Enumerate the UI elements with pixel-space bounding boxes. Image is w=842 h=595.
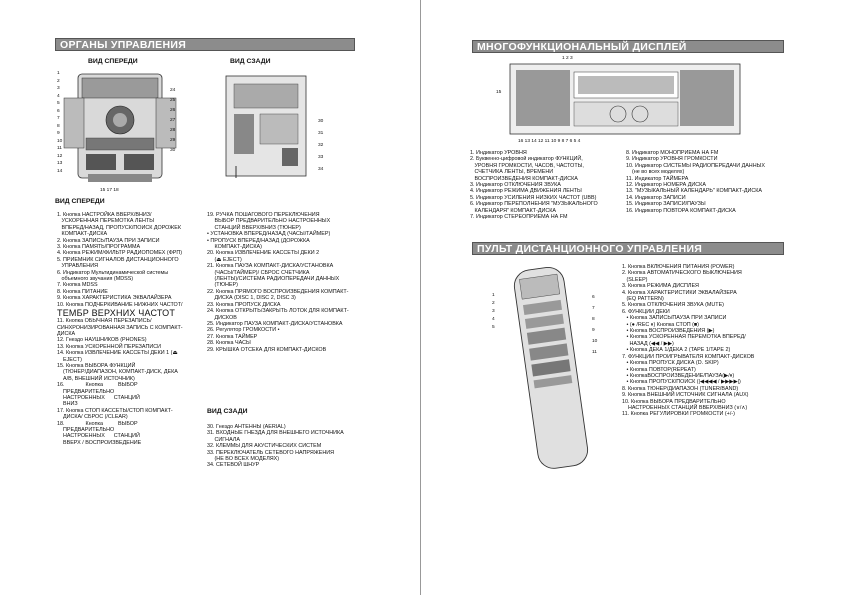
front-callouts-left: 1 2 3 4 5 6 7 8 9 10 11 12 13 14 (57, 71, 63, 174)
display-callout-side: 15 (496, 90, 502, 95)
display-callouts-top: 1 2 3 (562, 56, 573, 61)
right-page (422, 0, 842, 595)
display-callouts-bottom: 16 13 14 12 11 10 9 8 7 6 5 4 (518, 139, 581, 144)
front-callouts-right: 24 25 26 27 28 29 30 (170, 88, 176, 153)
display-illustration (508, 62, 744, 138)
front-list-part1: 1. Кнопка НАСТРОЙКА ВВЕРХ/ВНИЗ/ УСКОРЕННАЯ ПЕРЕМОТКА ЛЕНТЫ ВПЕРЕД/НАЗАД, ПРОПУСК/ПОИСК ДОРОЖЕК КОМПАКТ-ДИСКА 2. Кнопка ЗАПИСЬ/ПАУЗА ПРИ ЗАПИСИ 3. Кнопка ПАМЯТЬ/ПРОГРАММА 4. Кнопка РЕЖИМ/ФИЛЬТР РАДИОПОМЕХ (ФРП) 5. ПРИЕМНИК СИГНАЛОВ ДИСТАНЦИОННОГО УПРАВЛЕНИЯ 6. Индикатор Мультидинамической системы объемного звучания (MDSS) 7. Кнопка MDSS 8. Кнопка ПИТАНИЕ 9. Кнопка ХАРАКТЕРИСТИКА ЭКВАЛАЙЗЕРА 10. Кнопка ПОДЧЕРКИВАНИЕ НИЖНИХ ЧАСТОТ/ ТЕМБР ВЕРХНИХ ЧАСТОТ 11. Кнопка ОБЫЧНАЯ ПЕРЕЗАПИСЬ/ СИНХРОНИЗИРОВАННАЯ ЗАПИСЬ С КОМПАКТ- ДИСКА 12. Гнездо НАУШНИКОВ (PHONES) 13. Кнопка УСКОРЕННОЙ ПЕРЕЗАПИСИ 14. Кнопка ИЗВЛЕЧЕНИЕ КАССЕТЫ ДЕКИ 1 (⏏ EJECT) 15. Кнопка ВЫБОРА ФУНКЦИЙ (ТЮНЕР/ДИАПАЗОН, КОМПАКТ-ДИСК, ДЕКА А/В, ВНЕШНИЙ ИСТОЧНИК) 16. Кнопка ВЫБОР ПРЕДВАРИТЕЛЬНО НАСТРОЕННЫХ СТАНЦИЙ ВНИЗ 17. Кнопка СТОП КАССЕТЫ/СТОП КОМПАКТ- ДИСКА/ СБРОС (/CLEAR) 18. Кнопка ВЫБОР ПРЕДВАРИТЕЛЬНО НАСТРОЕННЫХ СТАНЦИЙ ВВЕРХ / ВОСПРОИЗВЕДЕНИЕ (57, 212, 207, 446)
rear-callouts: 30 31 32 33 34 (318, 119, 324, 172)
rear-heading: ВИД СЗАДИ (207, 408, 248, 415)
remote-illustration (500, 262, 600, 474)
treble-heading: ТЕМБР ВЕРХНИХ ЧАСТОТ (57, 308, 176, 319)
display-list-part1: 1. Индикатор УРОВНЯ 2. Буквенно-цифровой индикатор ФУНКЦИЙ, УРОВНЯ ГРОМКОСТИ, ЧАСОВ, ЧАСТОТЫ, СЧЕТЧИКА ЛЕНТЫ, ВРЕМЕНИ ВОСПРОИЗВЕДЕНИЯ КОМПАКТ-ДИСКА 3. Индикатор ОТКЛЮЧЕНИЯ ЗВУКА 4. Индикатор РЕЖИМА ДВИЖЕНИЯ ЛЕНТЫ 5. Индикатор УСИЛЕНИЯ НИЗКИХ ЧАСТОТ (UBB) 6. Индикатор ПЕРЕПОЛНЕНИЯ "МУЗЫКАЛЬНОГО КАЛЕНДАРЯ" КОМПАКТ-ДИСКА 7. Индикатор СТЕРЕОПРИЕМА НА FM (470, 150, 598, 221)
front-view-label: ВИД СПЕРЕДИ (88, 58, 138, 65)
front-callouts-bottom: 15 17 18 (100, 188, 119, 193)
rear-device-illustration (222, 72, 322, 182)
remote-callouts-right: 6 7 8 9 10 11 (592, 295, 598, 355)
front-device-illustration (58, 68, 186, 190)
rear-view-label: ВИД СЗАДИ (230, 58, 271, 65)
remote-list: 1. Кнопка ВКЛЮЧЕНИЯ ПИТАНИЯ (POWER) 2. Кнопка АВТОМАТИЧЕСКОГО ВЫКЛЮЧЕНИЯ (SLEEP) 3. Кнопка РЕЖИМА ДИСПЛЕЯ 4. Кнопка ХАРАКТЕРИСТИКИ ЭКВАЛАЙЗЕРА (EQ PATTERN) 5. Кнопка ОТКЛЮЧЕНИЯ ЗВУКА (MUTE) 6. ФУНКЦИИ ДЕКИ • Кнопка ЗАПИСЬ/ПАУЗА ПРИ ЗАПИСИ • (● /REC ⏸) Кнопка СТОП (■) • Кнопка ВОСПРОИЗВЕДЕНИЯ (▶) • Кнопка УСКОРЕННАЯ ПЕРЕМОТКА ВПЕРЕД/ НАЗАД (◀◀ / ▶▶) • Кнопка ДЕКА 1/ДЕКА 2 (TAPE 1/TAPE 2) 7. ФУНКЦИИ ПРОИГРЫВАТЕЛЯ КОМПАКТ-ДИСКОВ • Кнопка ПРОПУСК ДИСКА (D. SKIP) • Кнопка ПОВТОР(REPEAT) • КнопкаВОСПРОИЗВЕДЕНИЕ/ПАУЗА(▶/⏸) • Кнопка ПРОПУСК/ПОИСК (|◀◀◀◀ / ▶▶▶▶|) 8. Кнопка ТЮНЕР/ДИАПАЗОН (TUNER/BAND) 9. Кнопка ВНЕШНИЙ ИСТОЧНИК СИГНАЛА (AUX) 10. Кнопка ВЫБОРА ПРЕДВАРИТЕЛЬНО НАСТРОЕННЫХ СТАНЦИЙ ВВЕРХ/ВНИЗ (∨/∧) 11. Кнопка РЕГУЛИРОВКИ ГРОМКОСТИ (+/-) (622, 264, 755, 418)
remote-title: ПУЛЬТ ДИСТАНЦИОННОГО УПРАВЛЕНИЯ (472, 242, 784, 255)
controls-title: ОРГАНЫ УПРАВЛЕНИЯ (55, 38, 355, 51)
remote-callouts-left: 1 2 3 4 5 (492, 293, 495, 330)
front-list-part2: 19. РУЧКА ПОШАГОВОГО ПЕРЕКЛЮЧЕНИЯ ВЫБОР ПРЕДВАРИТЕЛЬНО НАСТРОЕННЫХ СТАНЦИЙ ВВЕРХ/ВНИЗ (ТЮНЕР) • УСТАНОВКА ВПЕРЕД/НАЗАД (ЧАСЫ/ТАЙМЕР) • ПРОПУСК ВПЕРЕД/НАЗАД (ДОРОЖКА КОМПАКТ-ДИСКА) 20. Кнопка ИЗВЛЕЧЕНИЕ КАССЕТЫ ДЕКИ 2 (⏏ EJECT) 21. Кнопка ПАУЗА КОМПАКТ-ДИСКА/УСТАНОВКА (ЧАСЫ/ТАЙМЕР)/ СБРОС СЧЕТЧИКА (ЛЕНТЫ)/СИСТЕМА РАДИОПЕРЕДАЧИ ДАННЫХ (ТЮНЕР) 22. Кнопка ПРЯМОГО ВОСПРОИЗВЕДЕНИЯ КОМПАКТ- ДИСКА (DISC 1, DISC 2, DISC 3) 23. Кнопка ПРОПУСК ДИСКА 24. Кнопка ОТКРЫТЬ/ЗАКРЫТЬ ЛОТОК ДЛЯ КОМПАКТ- ДИСКОВ 25. Индикатор ПАУЗА КОМПАКТ-ДИСКА/УСТАНОВКА 26. Регулятор ГРОМКОСТИ • 27. Кнопка ТАЙМЕР 28. Кнопка ЧАСЫ 29. КРЫШКА ОТСЕКА ДЛЯ КОМПАКТ-ДИСКОВ (207, 212, 349, 353)
rear-list: 30. Гнездо АНТЕННЫ (AERIAL) 31. ВХОДНЫЕ ГНЕЗДА ДЛЯ ВНЕШНЕГО ИСТОЧНИКА СИГНАЛА 32. КЛЕММЫ ДЛЯ АКУСТИЧЕСКИХ СИСТЕМ 33. ПЕРЕКЛЮЧАТЕЛЬ СЕТЕВОГО НАПРЯЖЕНИЯ (НЕ ВО ВСЕХ МОДЕЛЯХ) 34. СЕТЕВОЙ ШНУР (207, 424, 344, 469)
display-title: МНОГОФУНКЦИОНАЛЬНЫЙ ДИСПЛЕЙ (472, 40, 784, 53)
display-list-part2: 8. Индикатор МОНОПРИЕМА НА FM 9. Индикатор УРОВНЯ ГРОМКОСТИ 10. Индикатор СИСТЕМЫ РАДИОПЕРЕДАЧИ ДАННЫХ (не во всех моделях) 11. Индикатор ТАЙМЕРА 12. Индикатор НОМЕРА ДИСКА 13. "МУЗЫКАЛЬНЫЙ КАЛЕНДАРЬ" КОМПАКТ-ДИСКА 14. Индикатор ЗАПИСИ 15. Индикатор ЗАПИСИ/ПАУЗЫ 16. Индикатор ПОВТОРА КОМПАКТ-ДИСКА (626, 150, 765, 214)
front-heading: ВИД СПЕРЕДИ (55, 198, 105, 205)
